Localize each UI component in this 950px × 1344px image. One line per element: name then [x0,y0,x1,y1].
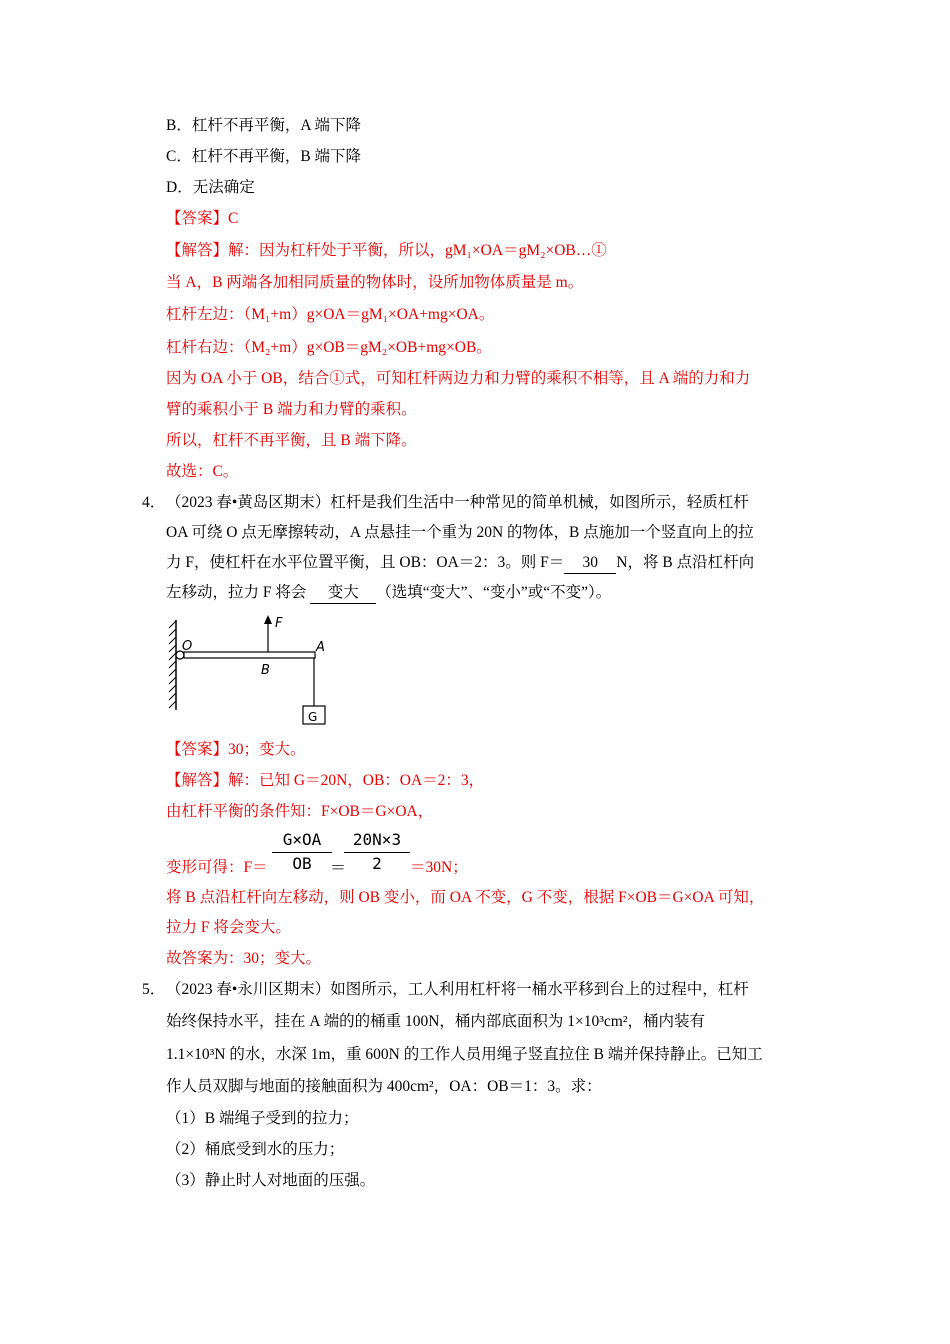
fraction-2-bar [344,852,410,853]
fraction-1-denominator: OB [292,854,312,873]
q4-analysis-line-2: 由杠杆平衡的条件知：F×OB＝G×OA， [166,803,434,820]
q3-answer: 【答案】C [166,210,239,227]
q4-line-1: （2023 春•黄岛区期末）杠杆是我们生活中一种常见的简单机械，如图所示，轻质杠杆 [166,494,749,511]
q5-number: 5． [142,981,166,998]
fraction-1-bar [272,852,332,853]
q4-blank-1: 30 [564,553,616,574]
label-a: A [316,640,325,655]
fraction-1-numerator: G×OA [282,830,322,849]
q5-sub-question-3: （3）静止时人对地面的压强。 [166,1172,376,1189]
lever-bar [184,652,315,658]
q4-analysis-line-4: 将 B 点沿杠杆向左移动，则 OB 变小，而 OA 不变，G 不变，根据 F×OB＝G×OA 可知， [166,889,765,906]
label-f: F [275,616,283,631]
q4-line-3-end: N，将 B 点沿杠杆向 [616,554,755,571]
q4-line-3-text: 力 F，使杠杆在水平位置平衡，且 OB：OA＝2：3。则 F＝ [166,554,565,571]
label-g: G [308,710,318,724]
q5-sub-question-1: （1）B 端绳子受到的拉力； [166,1110,359,1127]
q3-analysis-line-7: 所以，杠杆不再平衡，且 B 端下降。 [166,432,417,449]
q4-blank-2: 变大 [310,583,376,604]
equals-sign: ＝ [330,858,347,877]
q3-conclusion: 故选：C。 [166,463,239,480]
q4-number: 4． [142,494,166,511]
fraction-2-numerator: 20N×3 [352,830,402,849]
option-b: B．杠杆不再平衡，A 端下降 [166,117,362,134]
q4-line-4-end: （选填“变大”、“变小”或“不变”）。 [376,584,612,601]
q5-sub-question-2: （2）桶底受到水的压力； [166,1141,345,1158]
q3-analysis-line-1: 【解答】解：因为杠杆处于平衡，所以，gM₁×OA＝gM₂×OB…① [166,242,607,259]
q4-answer: 【答案】30；变大。 [166,741,306,758]
q4-conclusion: 故答案为：30；变大。 [166,950,322,967]
q5-line-1: （2023 春•永川区期末）如图所示，工人利用杠杆将一桶水平移到台上的过程中，杠杆 [166,981,749,998]
q4-line-2: OA 可绕 O 点无摩擦转动，A 点悬挂一个重为 20N 的物体，B 点施加一个竖直向上的拉 [166,524,754,541]
fraction-2-denominator: 2 [372,854,382,873]
fraction-1 [272,830,332,876]
q4-line-4-text: 左移动，拉力 F 将会 [166,584,307,601]
label-o: O [182,639,193,654]
lever-figure [166,612,336,730]
q5-line-3: 1.1×10³N 的水，水深 1m，重 600N 的工作人员用绳子竖直拉住 B 端并保持静止。已知工 [166,1046,763,1063]
label-b: B [261,663,270,678]
q5-line-4: 作人员双脚与地面的接触面积为 400cm²，OA：OB＝1：3。求： [166,1078,602,1095]
q3-analysis-line-6: 臂的乘积小于 B 端力和力臂的乘积。 [166,401,417,418]
q4-formula-prefix: 变形可得：F＝ [166,859,268,876]
q4-line-4 [166,583,611,604]
option-c: C．杠杆不再平衡，B 端下降 [166,148,362,165]
q5-line-2: 始终保持水平，挂在 A 端的的桶重 100N，桶内部底面积为 1×10³cm²，桶内装有 [166,1013,706,1030]
q4-formula-result: ＝30N； [410,859,468,876]
q3-analysis-line-5: 因为 OA 小于 OB，结合①式，可知杠杆两边力和力臂的乘积不相等，且 A 端的力和力 [166,370,751,387]
fraction-2 [344,830,410,876]
q4-analysis-line-1: 【解答】解：已知 G＝20N，OB：OA＝2：3， [166,772,485,789]
wall-hatching [169,621,176,708]
q3-analysis-line-2: 当 A，B 两端各加相同质量的物体时，设所加物体质量是 m。 [166,274,584,291]
option-d: D．无法确定 [166,179,255,196]
q4-line-3 [166,553,754,574]
q4-analysis-line-5: 拉力 F 将会变大。 [166,919,291,936]
force-arrow-icon [264,615,272,624]
q3-analysis-line-3: 杠杆左边：（M₁+m）g×OA＝gM₁×OA+mg×OA。 [166,306,495,323]
q3-analysis-line-4: 杠杆右边：（M₂+m）g×OB＝gM₂×OB+mg×OB。 [166,339,492,356]
